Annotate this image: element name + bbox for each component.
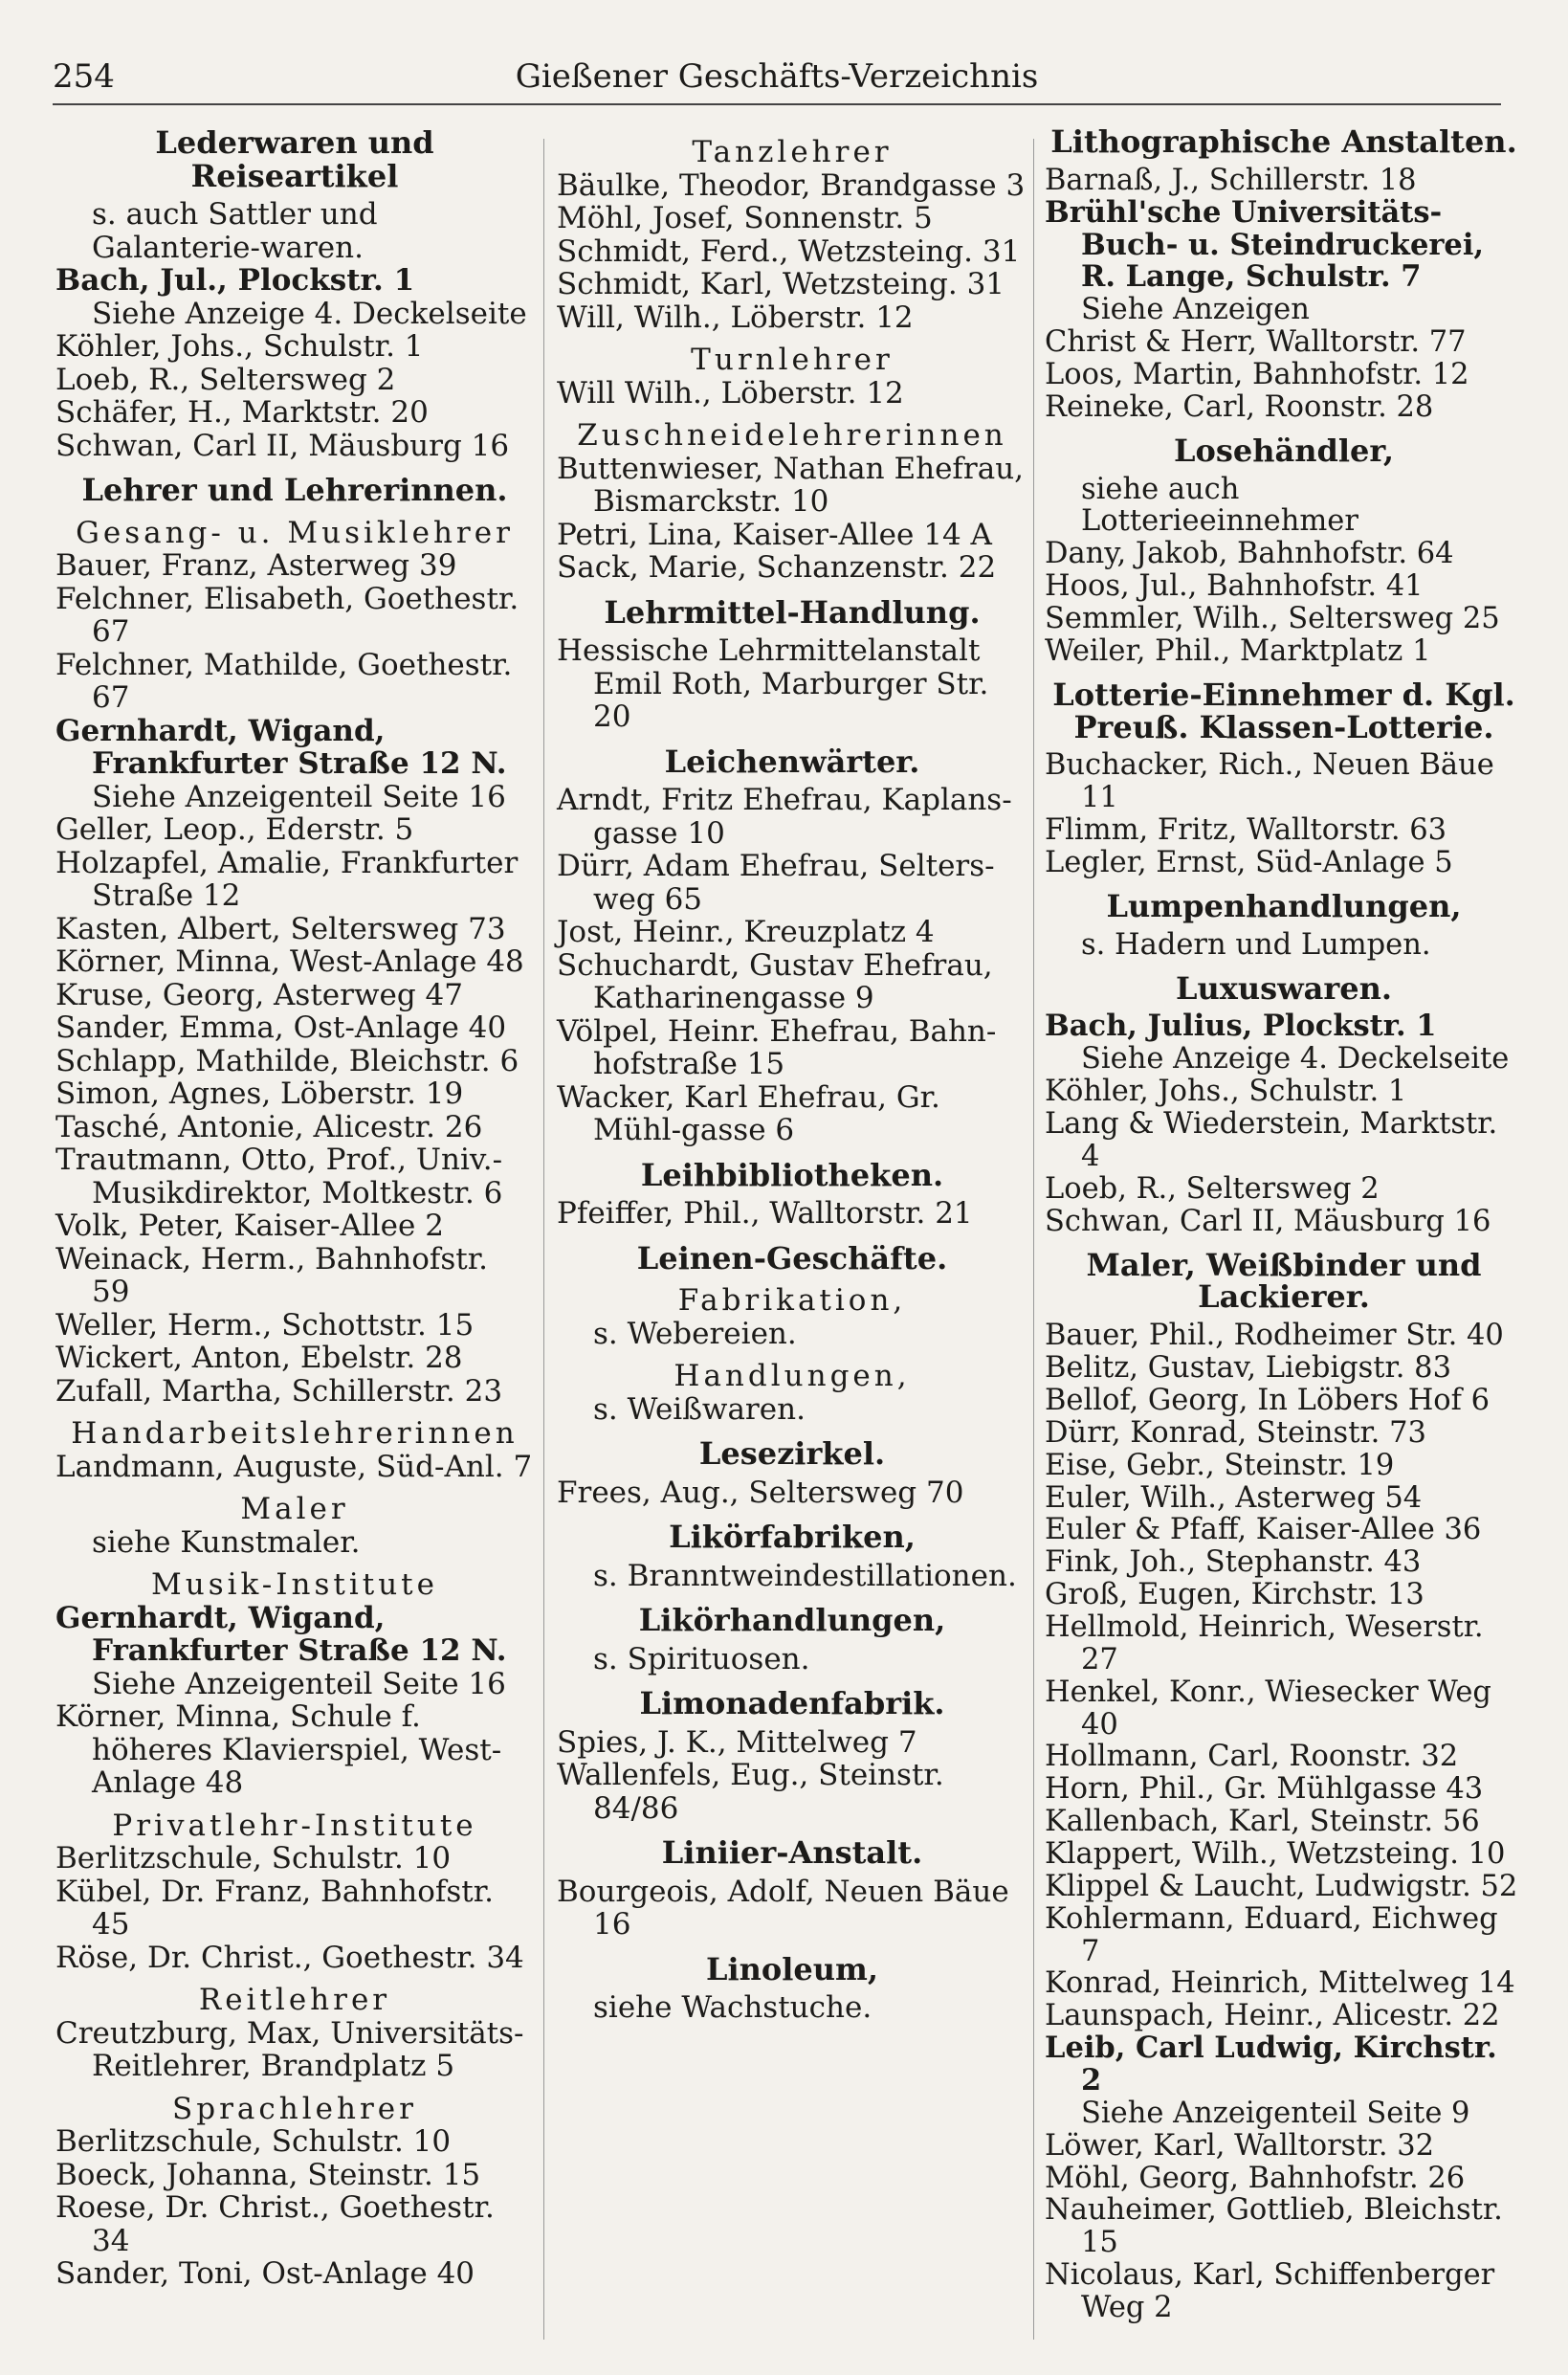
column-divider xyxy=(543,139,544,2340)
directory-entry: Schmidt, Karl, Wetzsteing. 31 xyxy=(557,267,1005,301)
advert-reference: Siehe Anzeige 4. Deckelseite xyxy=(1081,1042,1510,1077)
cross-reference: siehe auch Lotterieeinnehmer xyxy=(1081,472,1358,539)
subsection-heading: Fabrikation, xyxy=(677,1283,907,1318)
directory-entry: Dany, Jakob, Bahnhofstr. 64 xyxy=(1045,537,1454,571)
directory-entry: Sander, Toni, Ost-Anlage 40 xyxy=(55,2256,475,2291)
directory-entry: Flimm, Fritz, Walltorstr. 63 xyxy=(1045,813,1447,848)
directory-entry: Gernhardt, Wigand, Frankfurter Straße 12 N. xyxy=(55,713,507,781)
section-heading: Lederwaren und Reiseartikel xyxy=(155,124,434,194)
directory-entry: Röse, Dr. Christ., Goethestr. 34 xyxy=(55,1940,524,1975)
directory-entry: Bourgeois, Adolf, Neuen Bäue 16 xyxy=(557,1874,1009,1942)
subsection-heading: Gesang- u. Musiklehrer xyxy=(76,515,514,550)
directory-entry: Lang & Wiederstein, Marktstr. 4 xyxy=(1045,1107,1498,1173)
directory-entry: Schlapp, Mathilde, Bleichstr. 6 xyxy=(55,1043,519,1078)
directory-entry: Weinack, Herm., Bahnhofstr. 59 xyxy=(55,1241,488,1309)
directory-entry: Konrad, Heinrich, Mittelweg 14 xyxy=(1045,1966,1515,2001)
directory-entry: Hollmann, Carl, Roonstr. 32 xyxy=(1045,1740,1459,1774)
cross-reference: siehe Wachstuche. xyxy=(593,1990,872,2025)
directory-entry: Spies, J. K., Mittelweg 7 xyxy=(557,1724,917,1760)
directory-entry: Möhl, Josef, Sonnenstr. 5 xyxy=(557,201,933,235)
section-heading: Lehrmittel-Handlung. xyxy=(604,593,981,631)
directory-entry: Euler & Pfaff, Kaiser-Allee 36 xyxy=(1045,1513,1482,1547)
directory-entry: Wickert, Anton, Ebelstr. 28 xyxy=(55,1341,463,1375)
directory-entry: Simon, Agnes, Löberstr. 19 xyxy=(55,1077,464,1111)
cross-reference: s. Webereien. xyxy=(593,1316,797,1351)
directory-entry: Loeb, R., Seltersweg 2 xyxy=(1045,1171,1380,1206)
directory-entry: Jost, Heinr., Kreuzplatz 4 xyxy=(557,915,935,949)
directory-entry: Reineke, Carl, Roonstr. 28 xyxy=(1045,389,1434,424)
directory-entry: Tasché, Antonie, Alicestr. 26 xyxy=(55,1109,483,1144)
directory-entry: Klippel & Laucht, Ludwigstr. 52 xyxy=(1045,1869,1518,1903)
directory-entry: Berlitzschule, Schulstr. 10 xyxy=(55,2124,452,2159)
section-heading: Lithographische Anstalten. xyxy=(1050,123,1517,160)
directory-entry: Körner, Minna, Schule f. höheres Klavierspiel, West-Anlage 48 xyxy=(55,1699,502,1800)
directory-entry: Nauheimer, Gottlieb, Bleichstr. 15 xyxy=(1045,2193,1503,2260)
column-divider xyxy=(1033,139,1034,2340)
directory-entry: Schuchardt, Gustav Ehefrau, Katharinengasse 9 xyxy=(557,947,993,1015)
directory-entry: Sack, Marie, Schanzenstr. 22 xyxy=(557,550,997,585)
directory-entry: Legler, Ernst, Süd-Anlage 5 xyxy=(1045,846,1453,880)
subsection-heading: Tanzlehrer xyxy=(692,135,893,169)
directory-entry: Semmler, Wilh., Seltersweg 25 xyxy=(1045,602,1500,636)
column-3 xyxy=(1045,123,1523,2324)
section-heading: Lumpenhandlungen, xyxy=(1106,887,1462,924)
column-1 xyxy=(55,126,534,2291)
section-heading: Linoleum, xyxy=(705,1950,879,1987)
directory-entry: Brühl'sche Universitäts-Buch- u. Steindruckerei, R. Lange, Schulstr. 7 xyxy=(1045,194,1485,295)
section-heading: Likörfabriken, xyxy=(669,1519,916,1555)
subsection-heading: Musik-Institute xyxy=(151,1567,438,1602)
directory-entry: Geller, Leop., Ederstr. 5 xyxy=(55,812,414,847)
directory-entry: Schwan, Carl II, Mäusburg 16 xyxy=(55,428,510,463)
directory-entry: Nicolaus, Karl, Schiffenberger Weg 2 xyxy=(1045,2258,1495,2324)
directory-entry: Will, Wilh., Löberstr. 12 xyxy=(557,300,914,335)
directory-entry: Volk, Peter, Kaiser-Allee 2 xyxy=(55,1209,444,1243)
directory-entry: Hessische Lehrmittelanstalt Emil Roth, Marburger Str. 20 xyxy=(557,633,989,734)
directory-entry: Berlitzschule, Schulstr. 10 xyxy=(55,1841,452,1876)
advert-reference: Siehe Anzeigen xyxy=(1081,293,1310,327)
cross-reference: s. Spirituosen. xyxy=(593,1641,810,1676)
directory-entry: Löwer, Karl, Walltorstr. 32 xyxy=(1045,2128,1435,2163)
directory-entry: Kallenbach, Karl, Steinstr. 56 xyxy=(1045,1805,1480,1839)
directory-entry: Körner, Minna, West-Anlage 48 xyxy=(55,944,524,979)
subsection-heading: Sprachlehrer xyxy=(172,2091,417,2126)
directory-entry: Loeb, R., Seltersweg 2 xyxy=(55,362,396,397)
directory-entry: Belitz, Gustav, Liebigstr. 83 xyxy=(1045,1351,1451,1386)
directory-entry: Weller, Herm., Schottstr. 15 xyxy=(55,1307,475,1343)
directory-entry: Buchacker, Rich., Neuen Bäue 11 xyxy=(1045,748,1494,815)
directory-entry: Bach, Julius, Plockstr. 1 xyxy=(1045,1009,1437,1044)
directory-entry: Leib, Carl Ludwig, Kirchstr. 2 xyxy=(1045,2031,1497,2098)
directory-entry: Creutzburg, Max, Universitäts-Reitlehrer, Brandplatz 5 xyxy=(55,2015,524,2083)
section-heading: Leihbibliotheken. xyxy=(640,1156,944,1193)
directory-entry: Bauer, Franz, Asterweg 39 xyxy=(55,548,457,583)
directory-entry: Köhler, Johs., Schulstr. 1 xyxy=(55,329,424,364)
directory-entry: Bäulke, Theodor, Brandgasse 3 xyxy=(557,167,1026,203)
section-heading: Lesezirkel. xyxy=(698,1435,886,1472)
directory-entry: Hoos, Jul., Bahnhofstr. 41 xyxy=(1045,569,1424,604)
directory-entry: Schmidt, Ferd., Wetzsteing. 31 xyxy=(557,233,1021,269)
section-heading: Leinen-Geschäfte. xyxy=(636,1239,948,1276)
page-header xyxy=(53,57,1501,105)
cross-reference: siehe Kunstmaler. xyxy=(92,1524,361,1560)
directory-entry: Möhl, Georg, Bahnhofstr. 26 xyxy=(1045,2161,1466,2195)
directory-entry: Henkel, Konr., Wiesecker Weg 40 xyxy=(1045,1675,1491,1742)
directory-entry: Schäfer, H., Marktstr. 20 xyxy=(55,395,429,430)
directory-entry: Sander, Emma, Ost-Anlage 40 xyxy=(55,1010,507,1045)
directory-entry: Klappert, Wilh., Wetzsteing. 10 xyxy=(1045,1836,1506,1871)
subsection-heading: Zuschneidelehrerinnen xyxy=(577,418,1007,453)
subsection-heading: Handarbeitslehrerinnen xyxy=(71,1416,519,1451)
directory-entry: Wallenfels, Eug., Steinstr. 84/86 xyxy=(557,1758,944,1826)
section-heading: Limonadenfabrik. xyxy=(639,1685,945,1721)
directory-entry: Hellmold, Heinrich, Weserstr. 27 xyxy=(1045,1609,1484,1676)
cross-reference: s. Hadern und Lumpen. xyxy=(1081,927,1431,962)
directory-entry: Dürr, Konrad, Steinstr. 73 xyxy=(1045,1415,1426,1450)
directory-entry: Bauer, Phil., Rodheimer Str. 40 xyxy=(1045,1319,1504,1353)
cross-reference: s. Weißwaren. xyxy=(593,1391,806,1427)
directory-entry: Schwan, Carl II, Mäusburg 16 xyxy=(1045,1204,1491,1238)
directory-entry: Launspach, Heinr., Alicestr. 22 xyxy=(1045,1999,1500,2033)
section-heading: Maler, Weißbinder und Lackierer. xyxy=(1086,1246,1482,1316)
directory-entry: Pfeiffer, Phil., Walltorstr. 21 xyxy=(557,1196,973,1231)
section-heading: Leichenwärter. xyxy=(664,743,920,780)
subsection-heading: Handlungen, xyxy=(674,1359,911,1393)
directory-entry: Roese, Dr. Christ., Goethestr. 34 xyxy=(55,2190,495,2258)
directory-entry: Trautmann, Otto, Prof., Univ.-Musikdirektor, Moltkestr. 6 xyxy=(55,1143,503,1210)
subsection-heading: Reitlehrer xyxy=(198,1983,391,2017)
page-number: 254 xyxy=(53,57,115,96)
advert-reference: Siehe Anzeigenteil Seite 16 xyxy=(92,779,506,814)
section-heading: Likörhandlungen, xyxy=(638,1602,946,1638)
directory-entry: Kohlermann, Eduard, Eichweg 7 xyxy=(1045,1901,1498,1968)
subsection-heading: Maler xyxy=(240,1492,349,1526)
directory-entry: Buttenwieser, Nathan Ehefrau, Bismarckstr. 10 xyxy=(557,451,1025,519)
directory-entry: Holzapfel, Amalie, Frankfurter Straße 12 xyxy=(55,845,519,913)
directory-entry: Zufall, Martha, Schillerstr. 23 xyxy=(55,1373,503,1409)
directory-entry: Will Wilh., Löberstr. 12 xyxy=(557,375,904,411)
advert-reference: Siehe Anzeige 4. Deckelseite xyxy=(92,296,527,331)
subsection-heading: Privatlehr-Institute xyxy=(112,1808,477,1843)
directory-entry: Boeck, Johanna, Steinstr. 15 xyxy=(55,2157,481,2192)
directory-entry: Weiler, Phil., Marktplatz 1 xyxy=(1045,633,1431,668)
directory-entry: Bellof, Georg, In Löbers Hof 6 xyxy=(1045,1383,1491,1417)
directory-entry: Loos, Martin, Bahnhofstr. 12 xyxy=(1045,358,1469,392)
section-heading: Losehändler, xyxy=(1173,432,1395,469)
directory-entry: Kübel, Dr. Franz, Bahnhofstr. 45 xyxy=(55,1874,494,1942)
directory-entry: Horn, Phil., Gr. Mühlgasse 43 xyxy=(1045,1772,1484,1807)
section-heading: Lehrer und Lehrerinnen. xyxy=(81,472,508,508)
cross-reference: s. auch Sattler und Galanterie-waren. xyxy=(92,197,378,265)
section-heading: Lotterie-Einnehmer d. Kgl. Preuß. Klassen-Lotterie. xyxy=(1052,676,1515,745)
subsection-heading: Turnlehrer xyxy=(691,343,894,377)
directory-entry: Christ & Herr, Walltorstr. 77 xyxy=(1045,325,1467,360)
directory-entry: Kasten, Albert, Seltersweg 73 xyxy=(55,911,506,946)
directory-entry: Felchner, Mathilde, Goethestr. 67 xyxy=(55,647,513,715)
directory-entry: Arndt, Fritz Ehefrau, Kaplans-gasse 10 xyxy=(557,783,1012,851)
directory-entry: Gernhardt, Wigand, Frankfurter Straße 12 N. xyxy=(55,1600,507,1668)
directory-entry: Köhler, Johs., Schulstr. 1 xyxy=(1045,1075,1407,1109)
directory-entry: Landmann, Auguste, Süd-Anl. 7 xyxy=(55,1449,533,1484)
directory-entry: Eise, Gebr., Steinstr. 19 xyxy=(1045,1448,1395,1482)
directory-entry: Völpel, Heinr. Ehefrau, Bahn-hofstraße 15 xyxy=(557,1013,997,1081)
page-title: Gießener Geschäfts-Verzeichnis xyxy=(515,57,1039,96)
directory-entry: Felchner, Elisabeth, Goethestr. 67 xyxy=(55,581,519,649)
directory-entry: Barnaß, J., Schillerstr. 18 xyxy=(1045,163,1417,197)
directory-entry: Frees, Aug., Seltersweg 70 xyxy=(557,1475,964,1510)
directory-entry: Dürr, Adam Ehefrau, Selters-weg 65 xyxy=(557,849,995,917)
advert-reference: Siehe Anzeigenteil Seite 9 xyxy=(1081,2096,1470,2130)
directory-entry: Petri, Lina, Kaiser-Allee 14 A xyxy=(557,517,992,552)
directory-entry: Wacker, Karl Ehefrau, Gr. Mühl-gasse 6 xyxy=(557,1079,940,1147)
directory-entry: Bach, Jul., Plockstr. 1 xyxy=(55,263,415,298)
directory-entry: Fink, Joh., Stephanstr. 43 xyxy=(1045,1545,1422,1580)
directory-entry: Groß, Eugen, Kirchstr. 13 xyxy=(1045,1578,1424,1612)
directory-entry: Euler, Wilh., Asterweg 54 xyxy=(1045,1480,1423,1515)
cross-reference: s. Branntweindestillationen. xyxy=(593,1558,1017,1593)
column-2 xyxy=(557,126,1027,2025)
directory-entry: Kruse, Georg, Asterweg 47 xyxy=(55,977,463,1012)
section-heading: Liniier-Anstalt. xyxy=(661,1834,923,1871)
section-heading: Luxuswaren. xyxy=(1175,969,1393,1007)
advert-reference: Siehe Anzeigenteil Seite 16 xyxy=(92,1666,506,1701)
